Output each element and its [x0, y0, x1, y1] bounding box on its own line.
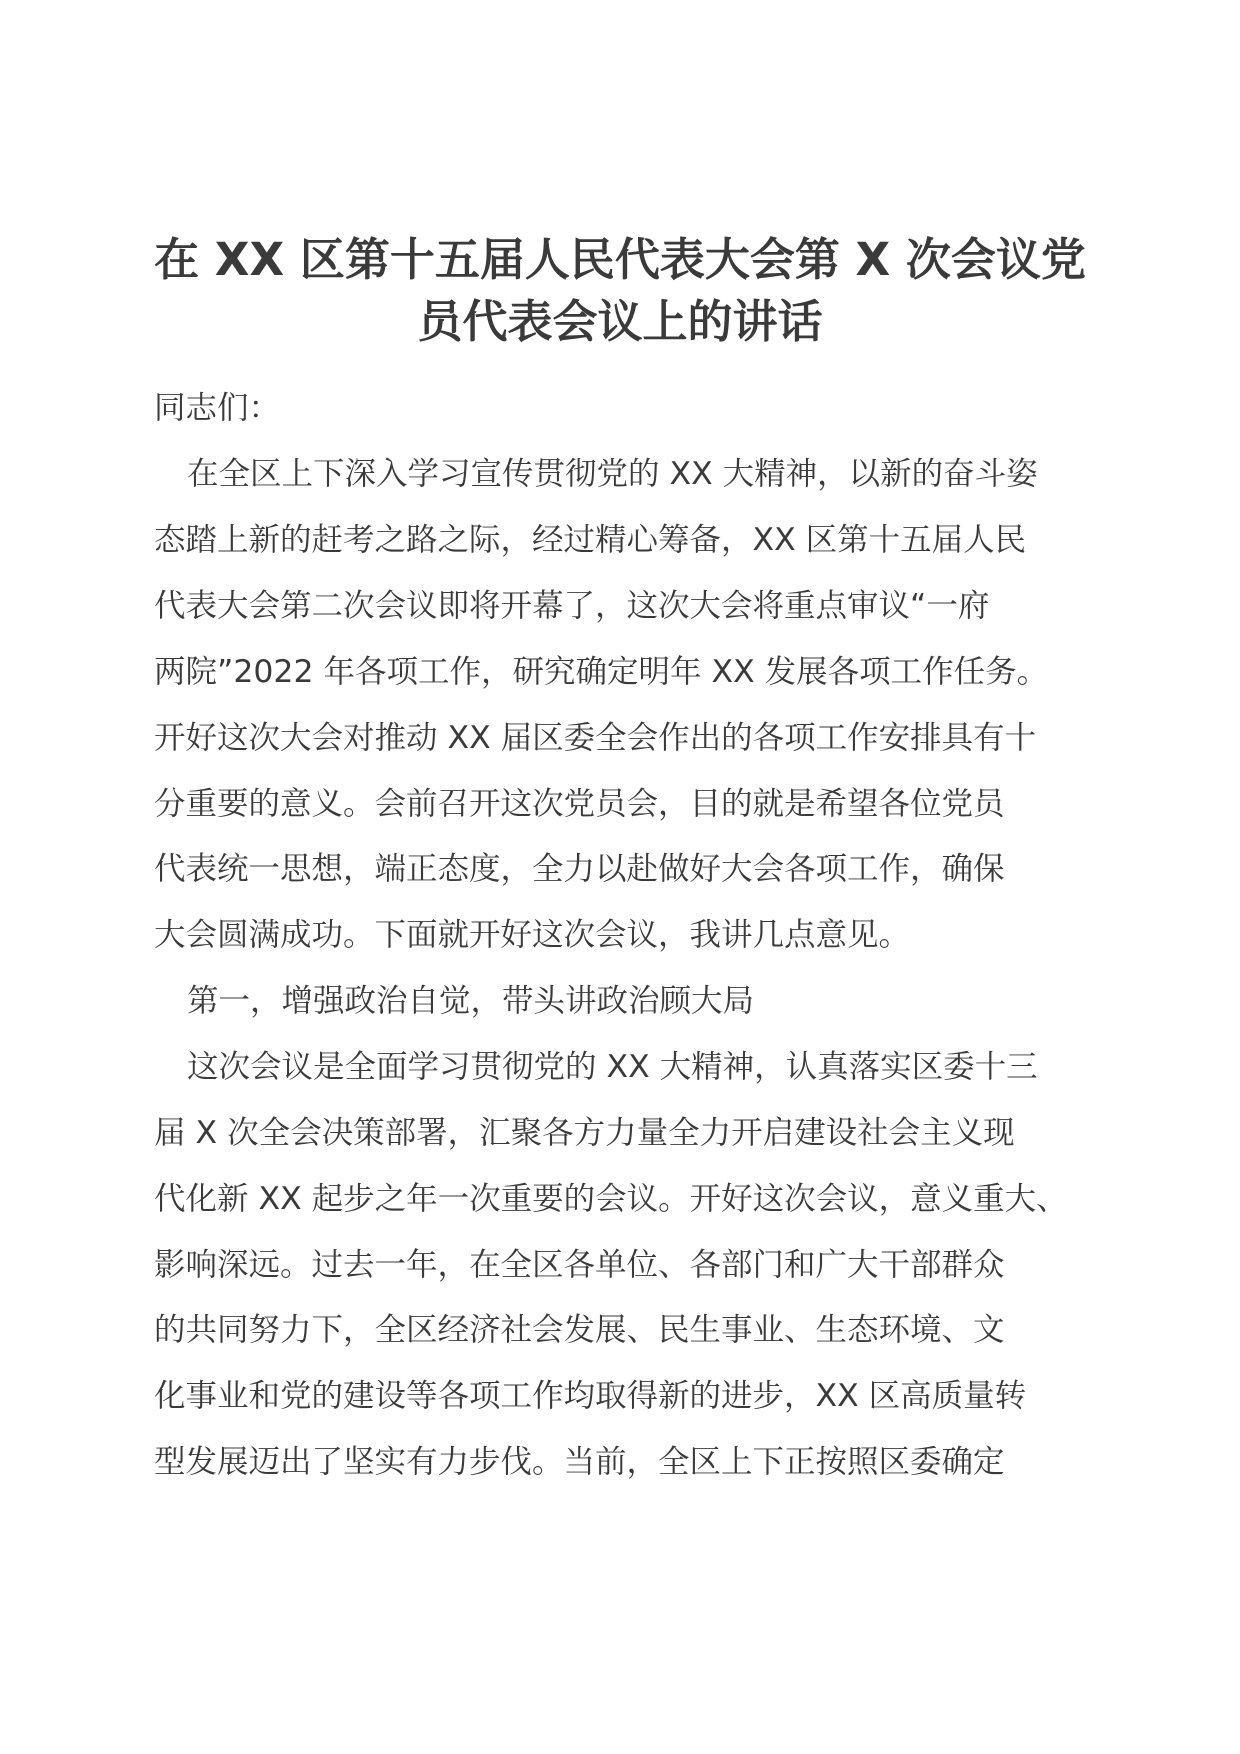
body-line: 两院”2022 年各项工作，研究确定明年 XX 发展各项工作任务。 — [154, 654, 1049, 690]
document-title-line-1: 在 XX 区第十五届人民代表大会第 X 次会议党 — [154, 233, 1086, 286]
section-heading: 第一，增强政治自觉，带头讲政治顾大局 — [187, 983, 755, 1019]
body-line: 大会圆满成功。下面就开好这次会议，我讲几点意见。 — [154, 917, 911, 953]
body-line: 态踏上新的赶考之路之际，经过精心筹备，XX 区第十五届人民 — [154, 522, 1027, 558]
body-line: 影响深远。过去一年，在全区各单位、各部门和广大干部群众 — [154, 1247, 1005, 1283]
body-line: 在全区上下深入学习宣传贯彻党的 XX 大精神，以新的奋斗姿 — [187, 456, 1038, 492]
body-line: 这次会议是全面学习贯彻党的 XX 大精神，认真落实区委十三 — [187, 1049, 1038, 1085]
body-line: 型发展迈出了坚实有力步伐。当前，全区上下正按照区委确定 — [154, 1444, 1005, 1480]
body-line: 的共同努力下，全区经济社会发展、民生事业、生态环境、文 — [154, 1312, 1005, 1348]
body-line: 代表统一思想，端正态度，全力以赴做好大会各项工作，确保 — [154, 851, 1005, 887]
body-line: 开好这次大会对推动 XX 届区委全会作出的各项工作安排具有十 — [154, 720, 1037, 756]
body-line: 代化新 XX 起步之年一次重要的会议。开好这次会议，意义重大、 — [154, 1181, 1068, 1217]
body-line: 届 X 次全会决策部署，汇聚各方力量全力开启建设社会主义现 — [154, 1115, 1015, 1151]
body-line: 分重要的意义。会前召开这次党员会，目的就是希望各位党员 — [154, 786, 1005, 822]
salutation: 同志们： — [154, 390, 281, 426]
body-line: 代表大会第二次会议即将开幕了，这次大会将重点审议“一府 — [154, 588, 990, 624]
document-title-line-2: 员代表会议上的讲话 — [417, 295, 823, 348]
body-line: 化事业和党的建设等各项工作均取得新的进步，XX 区高质量转 — [154, 1378, 1027, 1414]
